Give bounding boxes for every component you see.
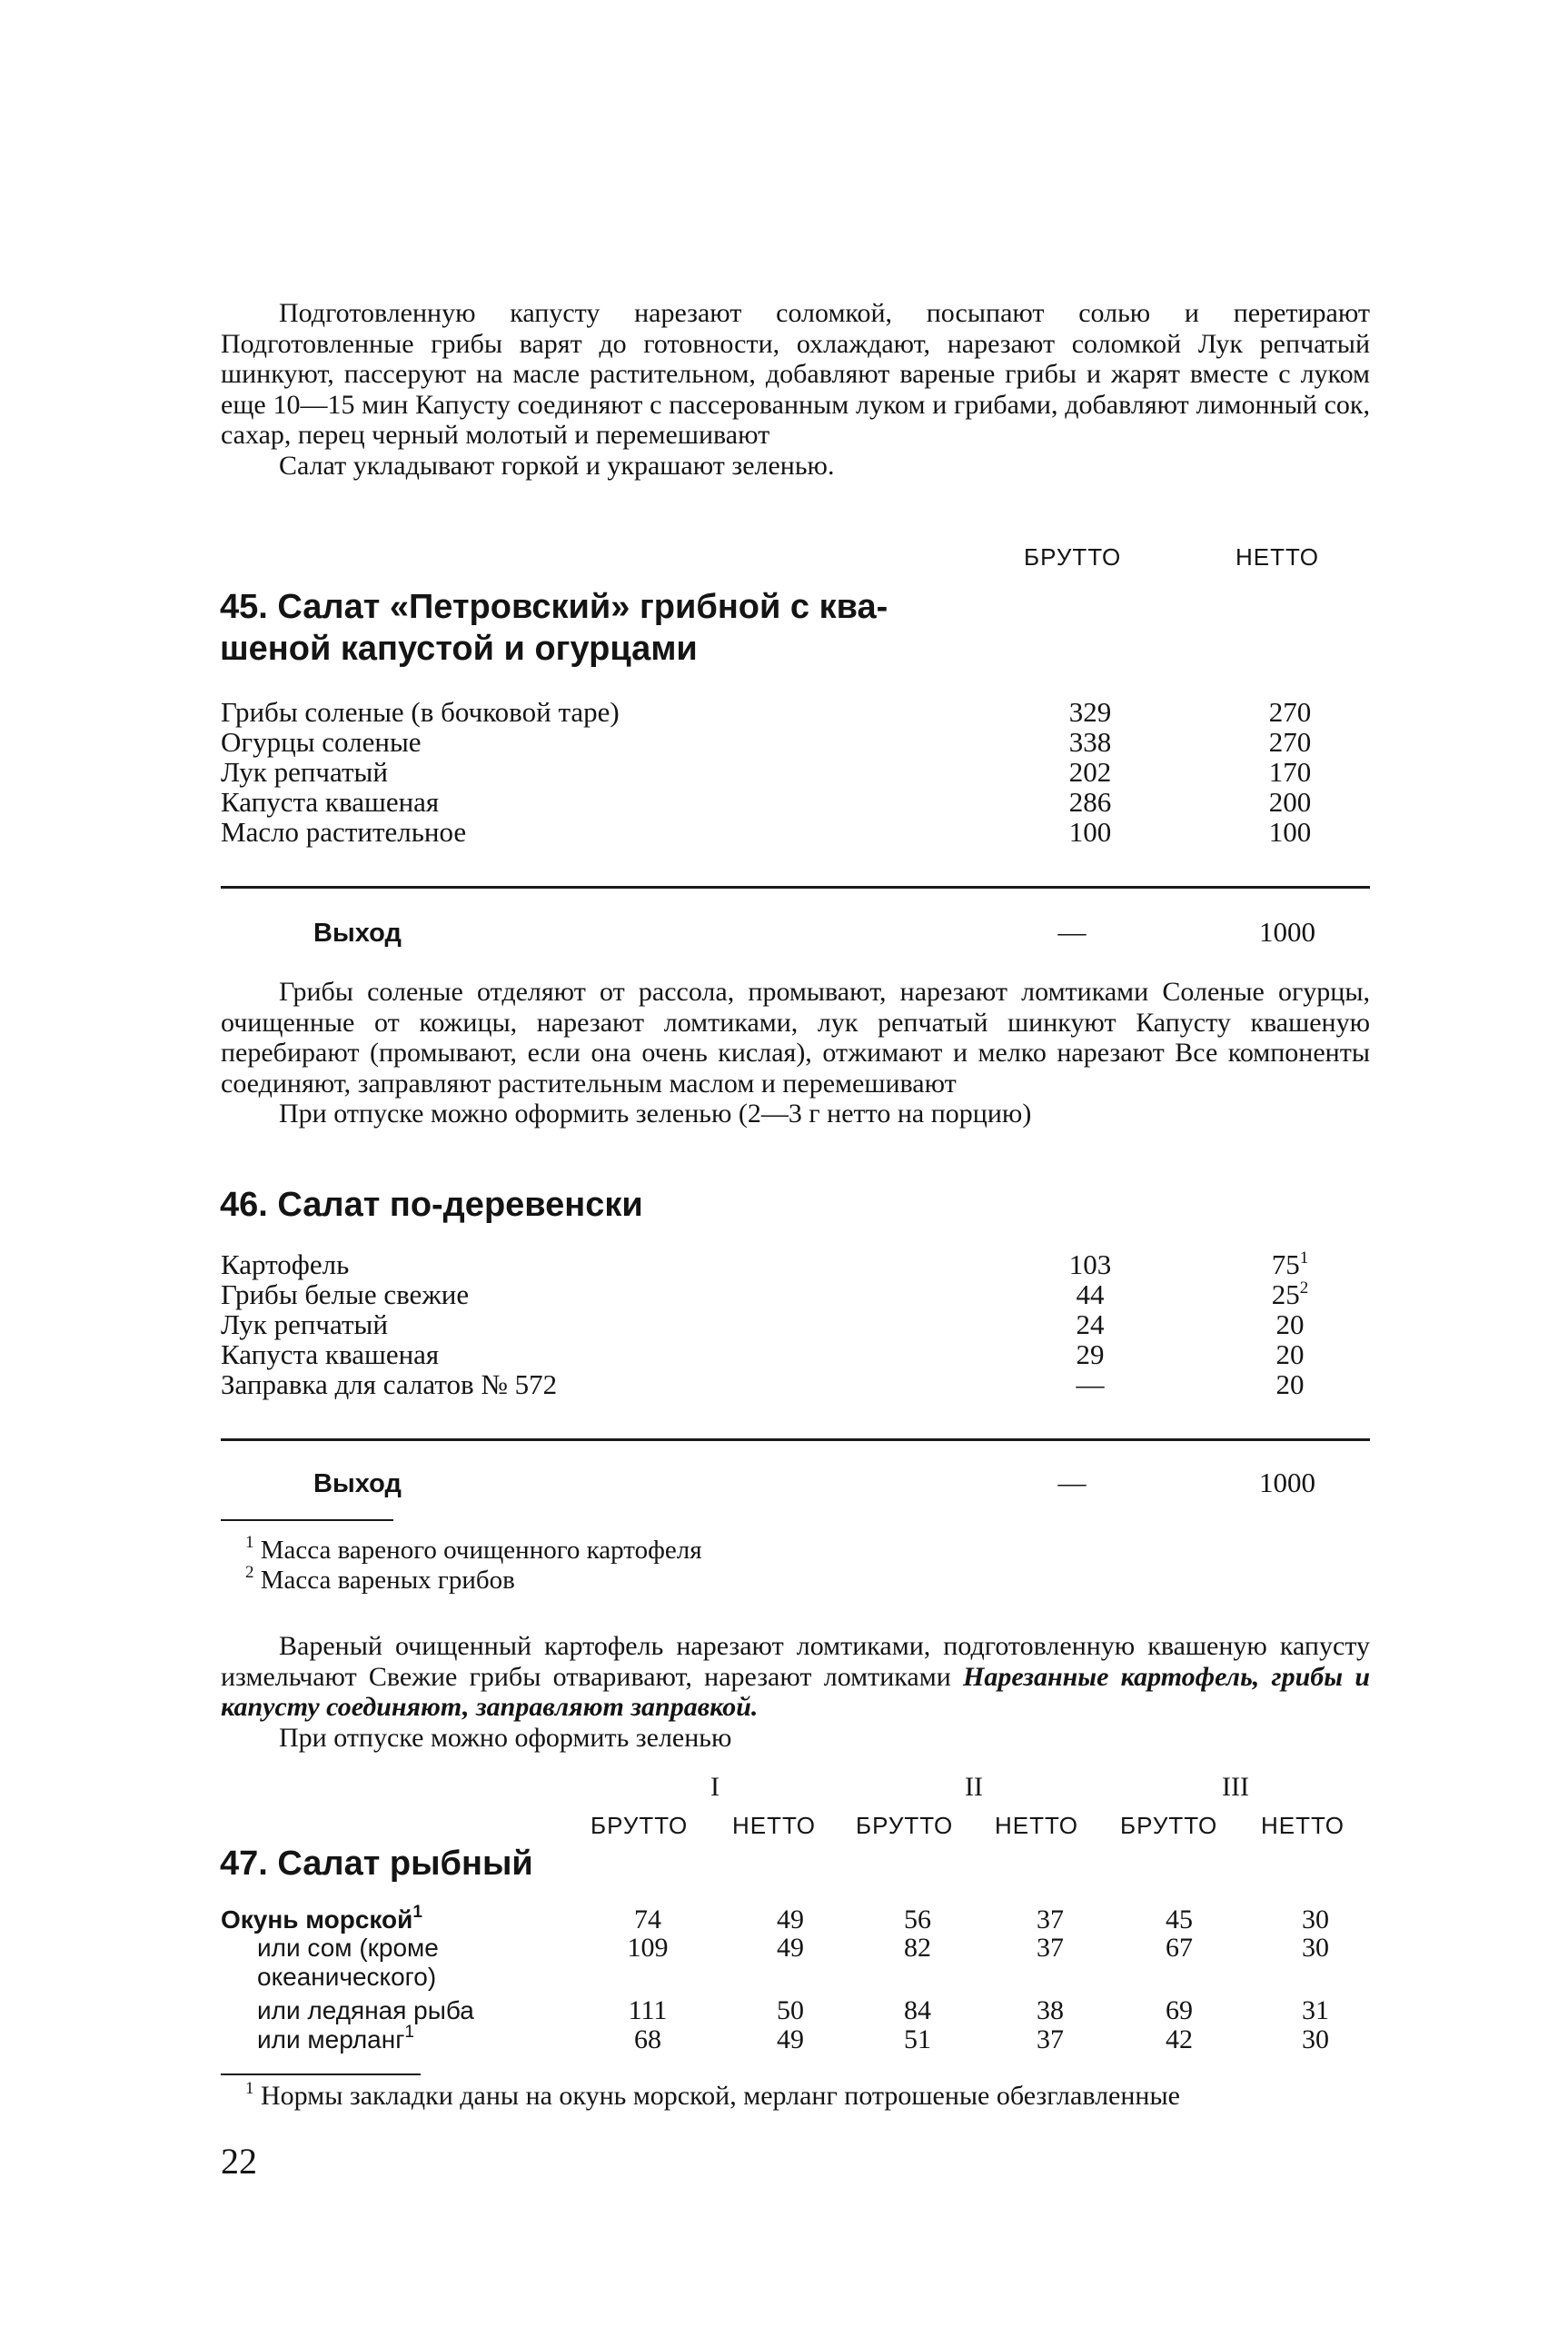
ingredient-name: Лук репчатый [221,756,388,788]
recipe-45-title-line-1: 45. Салат «Петровский» грибной с ква- [220,588,888,626]
footnote-text: Масса вареного очищенного картофеля [260,1536,702,1565]
fish-name-text: Окунь морской [221,1905,413,1934]
brutto-iii: 45 [1166,1904,1193,1934]
fish-name-text: или мерланг [257,2025,405,2054]
fish-row [221,1996,1374,2027]
ingredient-name: Картофель [221,1248,350,1280]
ingredient-row [221,787,1365,818]
fish-row [221,2025,1374,2056]
ingredient-row [221,1249,1365,1280]
footnote-mark: 1 [404,2023,414,2042]
brutto-header: БРУТТО [1024,543,1122,571]
brutto-header: БРУТТО [856,1812,954,1839]
brutto-header: БРУТТО [590,1812,689,1839]
netto-ii: 38 [1037,1995,1064,2025]
page-number: 22 [221,2141,257,2182]
group-i-label: I [710,1772,719,1802]
netto-ii: 37 [1037,2024,1064,2054]
ingredient-netto: 270 [1268,726,1312,758]
recipe-46-method-paragraph-1 [221,1631,1370,1723]
brutto-i: 68 [634,2024,661,2054]
footnote-text: Масса вареных грибов [260,1566,515,1595]
netto-iii: 30 [1302,1933,1329,1963]
fish-name: или ледяная рыба [257,1996,474,2024]
netto-ii: 37 [1037,1904,1064,1934]
ingredient-row [221,1279,1365,1310]
ingredient-netto: 100 [1268,816,1312,848]
recipe-46-method [221,1631,1370,1753]
footnote-mark: 2 [1299,1278,1309,1298]
recipe-45-yield-label [313,916,402,949]
brutto-ii: 82 [904,1933,931,1963]
ingredient-brutto: 103 [1068,1248,1112,1280]
ingredient-brutto: 286 [1068,786,1112,818]
ingredient-name: Заправка для салатов № 572 [221,1368,558,1400]
ingredient-name: Огурцы соленые [221,726,422,758]
recipe-45-method-paragraph-1: Грибы соленые отделяют от рассола, промывают, нарезают ломтиками Соленые огурцы, очищенные от кожицы, нарезают ломтиками, лук репчатый шинкуют Капусту квашеную перебирают (промывают, если она очень кислая), отжимают и мелко нарезают Все компоненты соединяют, заправляют растительным маслом и перемешивают [221,977,1370,1099]
footnote-mark: 2 [245,1563,254,1582]
yield-label: Выход [313,919,402,948]
fish-row [221,1905,1374,1936]
netto-ii: 37 [1037,1933,1064,1963]
ingredient-brutto: 100 [1068,816,1112,848]
brutto-iii: 67 [1166,1933,1193,1963]
ingredient-netto: 270 [1268,696,1312,728]
ingredient-brutto: 202 [1068,756,1112,788]
ingredient-name: Лук репчатый [221,1308,388,1340]
fish-row [221,1934,1374,1992]
netto-header: НЕТТО [1261,1812,1345,1839]
fish-name: или сом (кроме океанического) [257,1934,439,1991]
ingredient-row [221,727,1365,758]
method-text-emphasis: Нарезанные картофель, грибы и капусту соединяют, заправляют заправкой. [221,1661,1371,1722]
recipe-45-method-paragraph-2: При отпуске можно оформить зеленью (2—3 г нетто на порцию) [279,1099,1032,1129]
ingredient-name: Грибы соленые (в бочковой таре) [221,696,620,728]
ingredient-brutto: 329 [1068,696,1112,728]
netto-iii: 31 [1302,1995,1329,2025]
brutto-ii: 51 [904,2024,931,2054]
netto-i: 49 [777,1933,804,1963]
brutto-ii: 56 [904,1904,931,1934]
brutto-i: 109 [627,1933,669,1963]
ingredient-brutto: — [1076,1368,1105,1400]
recipe-45-title [220,586,888,670]
ingredient-row [221,1309,1365,1340]
footnote-mark: 1 [245,2079,254,2098]
recipe-46-method-paragraph-2: При отпуске можно оформить зеленью [279,1722,732,1753]
recipe-47-footnote [245,2081,1370,2112]
brutto-ii: 84 [904,1995,931,2025]
ingredient-name: Масло растительное [221,816,467,848]
ingredient-row [221,1339,1365,1370]
recipe-45-method [221,977,1370,1129]
footnote-text: Нормы закладки даны на окунь морской, мерланг потрошеные обезглавленные [261,2081,1180,2111]
ingredient-brutto: 24 [1076,1308,1105,1340]
recipe-45-yield-netto: 1000 [1259,916,1315,948]
ingredient-netto: 20 [1275,1368,1305,1400]
netto-iii: 30 [1302,2024,1329,2054]
ingredient-name: Грибы белые свежие [221,1278,470,1310]
netto-header: НЕТТО [732,1812,816,1839]
ingredient-netto: 20 [1275,1308,1305,1340]
intro-text [221,298,1370,481]
ingredient-netto [1236,1279,1345,1310]
ingredient-brutto: 338 [1068,726,1112,758]
footnote-paragraph [245,2081,1370,2112]
netto-value: 75 [1271,1248,1300,1280]
brutto-i: 74 [634,1904,661,1934]
footnote-mark: 1 [245,1533,254,1552]
ingredient-row [221,757,1365,788]
ingredient-brutto: 29 [1076,1338,1105,1370]
ingredient-name: Капуста квашеная [221,1338,440,1370]
fish-name [257,2025,639,2054]
yield-label: Выход [313,1469,402,1498]
fish-name [221,1905,602,1934]
netto-iii: 30 [1302,1904,1329,1934]
intro-paragraph-1: Подготовленную капусту нарезают соломкой, посыпают солью и перетирают Подготовленные грибы варят до готовности, охлаждают, нарезают соломкой Лук репчатый шинкуют, пассеруют на масле растительном, добавляют вареные грибы и жарят вместе с луком еще 10—15 мин Капусту соединяют с пассерованным луком и грибами, добавляют лимонный сок, сахар, перец черный молотый и перемешивают [221,298,1370,450]
footnote-rule [221,1519,393,1521]
ingredient-row [221,817,1365,848]
table-rule [221,886,1370,889]
table-rule [221,1438,1370,1441]
brutto-header: БРУТТО [1120,1812,1218,1839]
netto-value: 25 [1271,1278,1300,1310]
method-text: Вареный очищенный картофель нарезают ломтиками, подготовленную квашеную капусту измельчают Свежие грибы отваривают, нарезают ломтиками [221,1631,1370,1692]
recipe-46-title: 46. Салат по-деревенски [220,1186,643,1224]
brutto-iii: 42 [1166,2024,1193,2054]
ingredient-row [221,697,1365,728]
recipe-46-footnote-1 [245,1535,702,1566]
footnote-mark: 1 [1299,1248,1309,1268]
ingredient-netto: 200 [1268,786,1312,818]
brutto-iii: 69 [1166,1995,1193,2025]
recipe-46-yield-label [313,1467,402,1499]
ingredient-netto [1236,1249,1345,1280]
recipe-46-yield-netto: 1000 [1259,1467,1315,1498]
recipe-46-footnote-2 [245,1565,515,1596]
ingredient-netto: 170 [1268,756,1312,788]
intro-paragraph-2: Салат укладывают горкой и украшают зеленью. [279,450,835,481]
ingredient-netto: 20 [1275,1338,1305,1370]
ingredient-row [221,1369,1365,1400]
recipe-45-title-line-2: шеной капустой и огурцами [220,630,698,668]
netto-i: 49 [777,2024,804,2054]
netto-i: 49 [777,1904,804,1934]
recipe-46-yield-brutto: — [1057,1467,1087,1498]
recipe-45-yield-brutto: — [1057,916,1087,948]
footnote-rule [221,2073,421,2075]
brutto-i: 111 [628,1995,668,2025]
footnote-mark: 1 [412,1903,422,1922]
group-ii-label: II [965,1772,983,1802]
netto-i: 50 [777,1995,804,2025]
netto-header: НЕТТО [995,1812,1078,1839]
ingredient-name: Капуста квашеная [221,786,440,818]
ingredient-brutto: 44 [1076,1278,1105,1310]
recipe-47-title: 47. Салат рыбный [220,1845,533,1883]
group-iii-label: III [1222,1772,1249,1802]
netto-header: НЕТТО [1236,543,1319,571]
